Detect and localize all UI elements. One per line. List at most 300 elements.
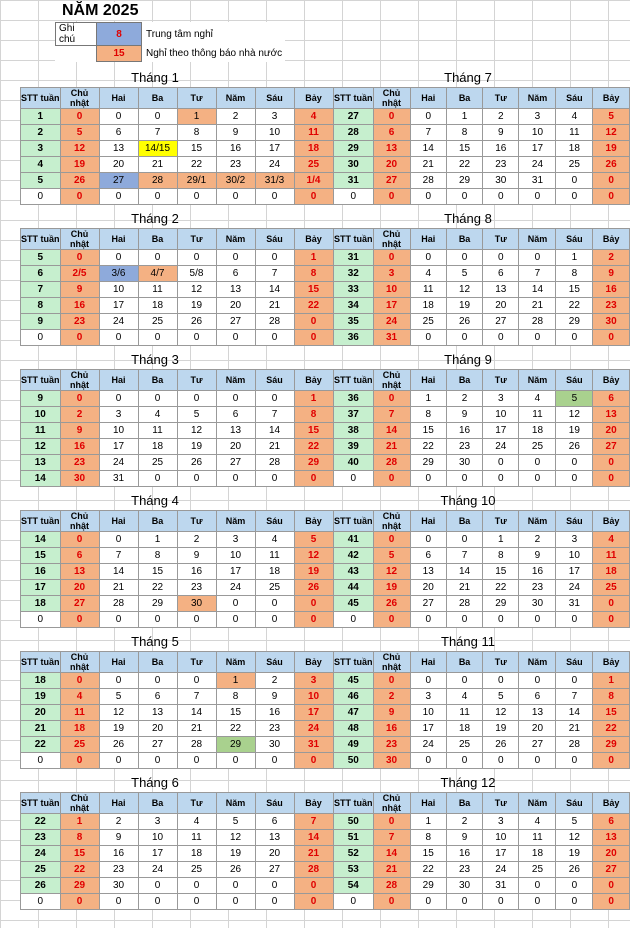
day-cell: 0 [216, 189, 255, 205]
header-cell: Năm [216, 370, 255, 391]
day-cell: 8 [177, 125, 216, 141]
day-cell: 16 [446, 846, 482, 862]
day-cell: 30 [373, 753, 410, 769]
week-number: 11 [21, 423, 61, 439]
week-number: 9 [21, 314, 61, 330]
day-cell: 22 [216, 721, 255, 737]
day-cell: 0 [216, 330, 255, 346]
header-cell: Năm [216, 229, 255, 250]
day-cell: 25 [519, 439, 556, 455]
week-row [334, 282, 630, 298]
week-row [334, 173, 630, 189]
day-cell: 19 [294, 564, 333, 580]
day-cell: 6 [519, 689, 556, 705]
day-cell: 29 [593, 737, 630, 753]
day-cell: 23 [99, 862, 138, 878]
day-cell: 17 [294, 705, 333, 721]
week-row [334, 894, 630, 910]
header-cell: Ba [446, 793, 482, 814]
day-cell: 10 [373, 282, 410, 298]
month-title: Tháng 7 [444, 70, 492, 85]
week-number: 34 [334, 298, 374, 314]
day-cell: 25 [255, 580, 294, 596]
week-row [21, 532, 334, 548]
day-cell: 0 [177, 878, 216, 894]
day-cell: 21 [99, 580, 138, 596]
day-cell: 16 [483, 141, 519, 157]
day-cell: 7 [99, 548, 138, 564]
day-cell: 0 [294, 314, 333, 330]
month-title: Tháng 9 [444, 352, 492, 367]
week-row [21, 282, 334, 298]
day-cell: 8 [410, 407, 446, 423]
day-cell: 11 [593, 548, 630, 564]
week-number: 38 [334, 423, 374, 439]
header-cell: Năm [519, 793, 556, 814]
day-cell: 14 [294, 830, 333, 846]
week-row [21, 721, 334, 737]
day-cell: 14 [556, 705, 593, 721]
day-cell: 22 [177, 157, 216, 173]
day-cell: 24 [216, 580, 255, 596]
week-number: 27 [334, 109, 374, 125]
day-cell: 13 [483, 282, 519, 298]
day-cell: 8 [60, 830, 99, 846]
week-row [21, 423, 334, 439]
day-cell: 0 [99, 391, 138, 407]
month-table [20, 510, 334, 628]
day-cell: 28 [373, 878, 410, 894]
day-cell: 0 [519, 330, 556, 346]
day-cell: 6 [255, 814, 294, 830]
day-cell: 0 [138, 753, 177, 769]
day-cell: 0 [446, 330, 482, 346]
day-cell: 20 [483, 298, 519, 314]
week-row [334, 407, 630, 423]
week-row [21, 189, 334, 205]
day-cell: 9 [60, 423, 99, 439]
day-cell: 18 [60, 721, 99, 737]
week-row [334, 439, 630, 455]
day-cell: 0 [410, 753, 446, 769]
day-cell: 1 [410, 814, 446, 830]
day-cell: 0 [255, 878, 294, 894]
week-row [334, 830, 630, 846]
day-cell: 25 [138, 455, 177, 471]
week-row [334, 471, 630, 487]
day-cell: 0 [410, 330, 446, 346]
week-row [21, 862, 334, 878]
day-cell: 0 [556, 753, 593, 769]
day-cell: 27 [138, 737, 177, 753]
day-cell: 17 [99, 439, 138, 455]
day-cell: 29 [410, 878, 446, 894]
day-cell: 25 [593, 580, 630, 596]
day-cell: 10 [483, 407, 519, 423]
header-cell: Tư [483, 370, 519, 391]
day-cell: 17 [138, 846, 177, 862]
day-cell: 0 [556, 455, 593, 471]
day-cell: 13 [519, 705, 556, 721]
day-cell: 0 [410, 673, 446, 689]
day-cell: 0 [177, 612, 216, 628]
week-row [334, 705, 630, 721]
week-row [334, 330, 630, 346]
day-cell: 0 [556, 878, 593, 894]
day-cell: 10 [99, 282, 138, 298]
day-cell: 0 [177, 673, 216, 689]
day-cell: 0 [60, 532, 99, 548]
week-row [334, 189, 630, 205]
header-cell: Bảy [294, 793, 333, 814]
day-cell: 0 [294, 878, 333, 894]
day-cell: 0 [519, 471, 556, 487]
day-cell: 3 [519, 109, 556, 125]
day-cell: 0 [446, 189, 482, 205]
day-cell: 0 [483, 673, 519, 689]
day-cell: 17 [483, 423, 519, 439]
day-cell: 27 [373, 173, 410, 189]
day-cell: 13 [255, 830, 294, 846]
header-cell: Ba [446, 652, 482, 673]
header-cell: Sáu [255, 511, 294, 532]
day-cell: 0 [373, 612, 410, 628]
day-cell: 15 [216, 705, 255, 721]
week-row [21, 814, 334, 830]
legend [55, 22, 285, 62]
day-cell: 15 [593, 705, 630, 721]
day-cell: 13 [593, 407, 630, 423]
day-cell: 18 [593, 564, 630, 580]
day-cell: 3 [138, 814, 177, 830]
week-number: 0 [21, 189, 61, 205]
month-table [333, 369, 630, 487]
week-number: 12 [21, 439, 61, 455]
day-cell: 24 [483, 862, 519, 878]
day-cell: 26 [177, 314, 216, 330]
day-cell: 22 [294, 298, 333, 314]
header-cell: STT tuần [334, 88, 374, 109]
day-cell: 10 [556, 548, 593, 564]
day-cell: 0 [373, 250, 410, 266]
header-cell: STT tuần [21, 652, 61, 673]
day-cell: 0 [446, 471, 482, 487]
header-cell: Sáu [556, 793, 593, 814]
week-row [21, 250, 334, 266]
day-cell: 2 [177, 532, 216, 548]
day-cell: 30 [99, 878, 138, 894]
day-cell: 2 [593, 250, 630, 266]
header-cell: Hai [99, 88, 138, 109]
day-cell: 26 [60, 173, 99, 189]
week-number: 0 [334, 471, 374, 487]
day-cell: 26 [294, 580, 333, 596]
day-cell: 2 [373, 689, 410, 705]
day-cell: 29 [138, 596, 177, 612]
week-number: 6 [21, 266, 61, 282]
day-cell: 6 [138, 689, 177, 705]
week-number: 0 [21, 753, 61, 769]
legend-label: Ghi chú [56, 23, 97, 46]
week-number: 51 [334, 830, 374, 846]
day-cell: 12 [556, 407, 593, 423]
day-cell: 13 [216, 423, 255, 439]
week-number: 26 [21, 878, 61, 894]
month-table [20, 792, 334, 910]
header-cell: Chủ nhật [373, 511, 410, 532]
day-cell: 19 [483, 721, 519, 737]
day-cell: 22 [60, 862, 99, 878]
day-cell: 20 [138, 721, 177, 737]
day-cell: 8 [556, 266, 593, 282]
day-cell: 15 [294, 423, 333, 439]
header-cell: Ba [446, 229, 482, 250]
day-cell: 23 [593, 298, 630, 314]
day-cell: 27 [99, 173, 138, 189]
week-number: 32 [334, 266, 374, 282]
day-cell: 16 [446, 423, 482, 439]
day-cell: 26 [483, 737, 519, 753]
day-cell: 0 [556, 189, 593, 205]
day-cell: 11 [556, 125, 593, 141]
week-number: 35 [334, 314, 374, 330]
week-number: 5 [21, 173, 61, 189]
day-cell: 5 [99, 689, 138, 705]
header-cell: STT tuần [334, 511, 374, 532]
week-row [21, 548, 334, 564]
day-cell: 21 [255, 439, 294, 455]
header-cell: Hai [99, 652, 138, 673]
month-title: Tháng 11 [441, 634, 495, 649]
week-number: 18 [21, 673, 61, 689]
week-number: 18 [21, 596, 61, 612]
day-cell: 6 [60, 548, 99, 564]
day-cell: 12 [177, 282, 216, 298]
week-row [334, 125, 630, 141]
day-cell: 9 [177, 548, 216, 564]
day-cell: 25 [60, 737, 99, 753]
day-cell: 20 [60, 580, 99, 596]
day-cell: 22 [294, 439, 333, 455]
header-cell: Tư [177, 793, 216, 814]
header-cell: Sáu [255, 88, 294, 109]
day-cell: 12 [556, 830, 593, 846]
day-cell: 29 [446, 173, 482, 189]
day-cell: 15 [410, 846, 446, 862]
legend-text-center-off: Trung tâm nghỉ [146, 28, 213, 40]
day-cell: 0 [294, 612, 333, 628]
day-cell: 5 [294, 532, 333, 548]
week-row [21, 266, 334, 282]
day-cell: 16 [593, 282, 630, 298]
header-cell: Tư [483, 652, 519, 673]
day-cell: 24 [410, 737, 446, 753]
day-cell: 0 [99, 532, 138, 548]
day-cell: 28 [446, 596, 482, 612]
header-cell: Hai [410, 511, 446, 532]
month-table [333, 87, 630, 205]
day-cell: 22 [410, 439, 446, 455]
day-cell: 11 [446, 705, 482, 721]
day-cell: 19 [446, 298, 482, 314]
month-title: Tháng 2 [131, 211, 179, 226]
day-cell: 26 [373, 596, 410, 612]
week-number: 22 [21, 814, 61, 830]
day-cell: 0 [593, 189, 630, 205]
day-cell: 0 [556, 330, 593, 346]
day-cell: 19 [593, 141, 630, 157]
day-cell: 25 [519, 862, 556, 878]
header-cell: Chủ nhật [373, 793, 410, 814]
week-number: 50 [334, 753, 374, 769]
header-cell: Tư [177, 229, 216, 250]
header-cell: Tư [177, 370, 216, 391]
day-cell: 0 [177, 189, 216, 205]
header-cell: Chủ nhật [60, 370, 99, 391]
week-number: 49 [334, 737, 374, 753]
week-row [334, 532, 630, 548]
week-row [334, 862, 630, 878]
week-row [21, 314, 334, 330]
header-cell: Chủ nhật [373, 370, 410, 391]
month-table [333, 228, 630, 346]
day-cell: 16 [177, 564, 216, 580]
day-cell: 21 [138, 157, 177, 173]
day-cell: 8 [410, 830, 446, 846]
day-cell: 4 [593, 532, 630, 548]
day-cell: 22 [593, 721, 630, 737]
day-cell: 24 [483, 439, 519, 455]
day-cell: 14 [446, 564, 482, 580]
week-row [21, 298, 334, 314]
day-cell: 16 [255, 705, 294, 721]
day-cell: 7 [255, 266, 294, 282]
day-cell: 0 [373, 673, 410, 689]
week-number: 36 [334, 330, 374, 346]
header-cell: Chủ nhật [60, 511, 99, 532]
day-cell: 0 [373, 391, 410, 407]
week-row [21, 109, 334, 125]
header-cell: Sáu [255, 229, 294, 250]
day-cell: 14 [255, 423, 294, 439]
week-row [334, 673, 630, 689]
day-cell: 8 [294, 407, 333, 423]
day-cell: 13 [99, 141, 138, 157]
header-cell: Chủ nhật [373, 88, 410, 109]
header-cell: Sáu [556, 652, 593, 673]
day-cell: 4 [138, 407, 177, 423]
header-cell: Năm [216, 652, 255, 673]
day-cell: 0 [60, 250, 99, 266]
week-number: 22 [21, 737, 61, 753]
day-cell: 0 [410, 612, 446, 628]
day-cell: 7 [446, 548, 482, 564]
month-title: Tháng 4 [131, 493, 179, 508]
header-cell: Sáu [255, 652, 294, 673]
header-cell: Tư [483, 88, 519, 109]
header-cell: STT tuần [334, 793, 374, 814]
week-row [21, 407, 334, 423]
week-row [21, 830, 334, 846]
header-cell: Hai [99, 229, 138, 250]
day-cell: 0 [99, 612, 138, 628]
week-row [334, 455, 630, 471]
day-cell: 20 [410, 580, 446, 596]
day-cell: 12 [294, 548, 333, 564]
day-cell: 1 [216, 673, 255, 689]
day-cell: 26 [556, 439, 593, 455]
header-cell: Sáu [556, 370, 593, 391]
header-cell: Sáu [556, 229, 593, 250]
day-cell: 0 [216, 391, 255, 407]
header-cell: Chủ nhật [60, 652, 99, 673]
day-cell: 0 [216, 250, 255, 266]
day-cell: 1 [60, 814, 99, 830]
day-cell: 15 [446, 141, 482, 157]
day-cell: 30 [60, 471, 99, 487]
day-cell: 0 [294, 596, 333, 612]
day-cell: 19 [99, 721, 138, 737]
day-cell: 0 [255, 189, 294, 205]
day-cell: 0 [446, 894, 482, 910]
header-cell: Hai [99, 793, 138, 814]
week-row [21, 471, 334, 487]
day-cell: 12 [60, 141, 99, 157]
day-cell: 19 [177, 298, 216, 314]
day-cell: 4 [60, 689, 99, 705]
day-cell: 0 [99, 189, 138, 205]
day-cell: 30/2 [216, 173, 255, 189]
day-cell: 28 [177, 737, 216, 753]
week-row [21, 737, 334, 753]
day-cell: 27 [216, 455, 255, 471]
day-cell: 3 [483, 391, 519, 407]
week-number: 53 [334, 862, 374, 878]
week-number: 0 [334, 894, 374, 910]
day-cell: 0 [483, 250, 519, 266]
day-cell: 0 [177, 894, 216, 910]
day-cell: 0 [373, 894, 410, 910]
week-number: 14 [21, 471, 61, 487]
day-cell: 0 [593, 612, 630, 628]
header-cell: STT tuần [334, 370, 374, 391]
day-cell: 19 [556, 423, 593, 439]
day-cell: 2 [446, 814, 482, 830]
header-cell: Bảy [593, 229, 630, 250]
month-title: Tháng 1 [131, 70, 179, 85]
day-cell: 7 [177, 689, 216, 705]
week-number: 50 [334, 814, 374, 830]
header-cell: Ba [446, 370, 482, 391]
day-cell: 4 [255, 532, 294, 548]
day-cell: 14 [519, 282, 556, 298]
week-number: 28 [334, 125, 374, 141]
day-cell: 0 [60, 330, 99, 346]
header-cell: STT tuần [334, 229, 374, 250]
day-cell: 29 [216, 737, 255, 753]
header-cell: Ba [138, 88, 177, 109]
day-cell: 18 [177, 846, 216, 862]
day-cell: 8 [138, 548, 177, 564]
day-cell: 1 [294, 250, 333, 266]
day-cell: 2 [446, 391, 482, 407]
day-cell: 0 [138, 391, 177, 407]
day-cell: 0 [255, 612, 294, 628]
day-cell: 1/4 [294, 173, 333, 189]
day-cell: 15 [177, 141, 216, 157]
week-row [334, 814, 630, 830]
month-title: Tháng 10 [440, 493, 496, 508]
